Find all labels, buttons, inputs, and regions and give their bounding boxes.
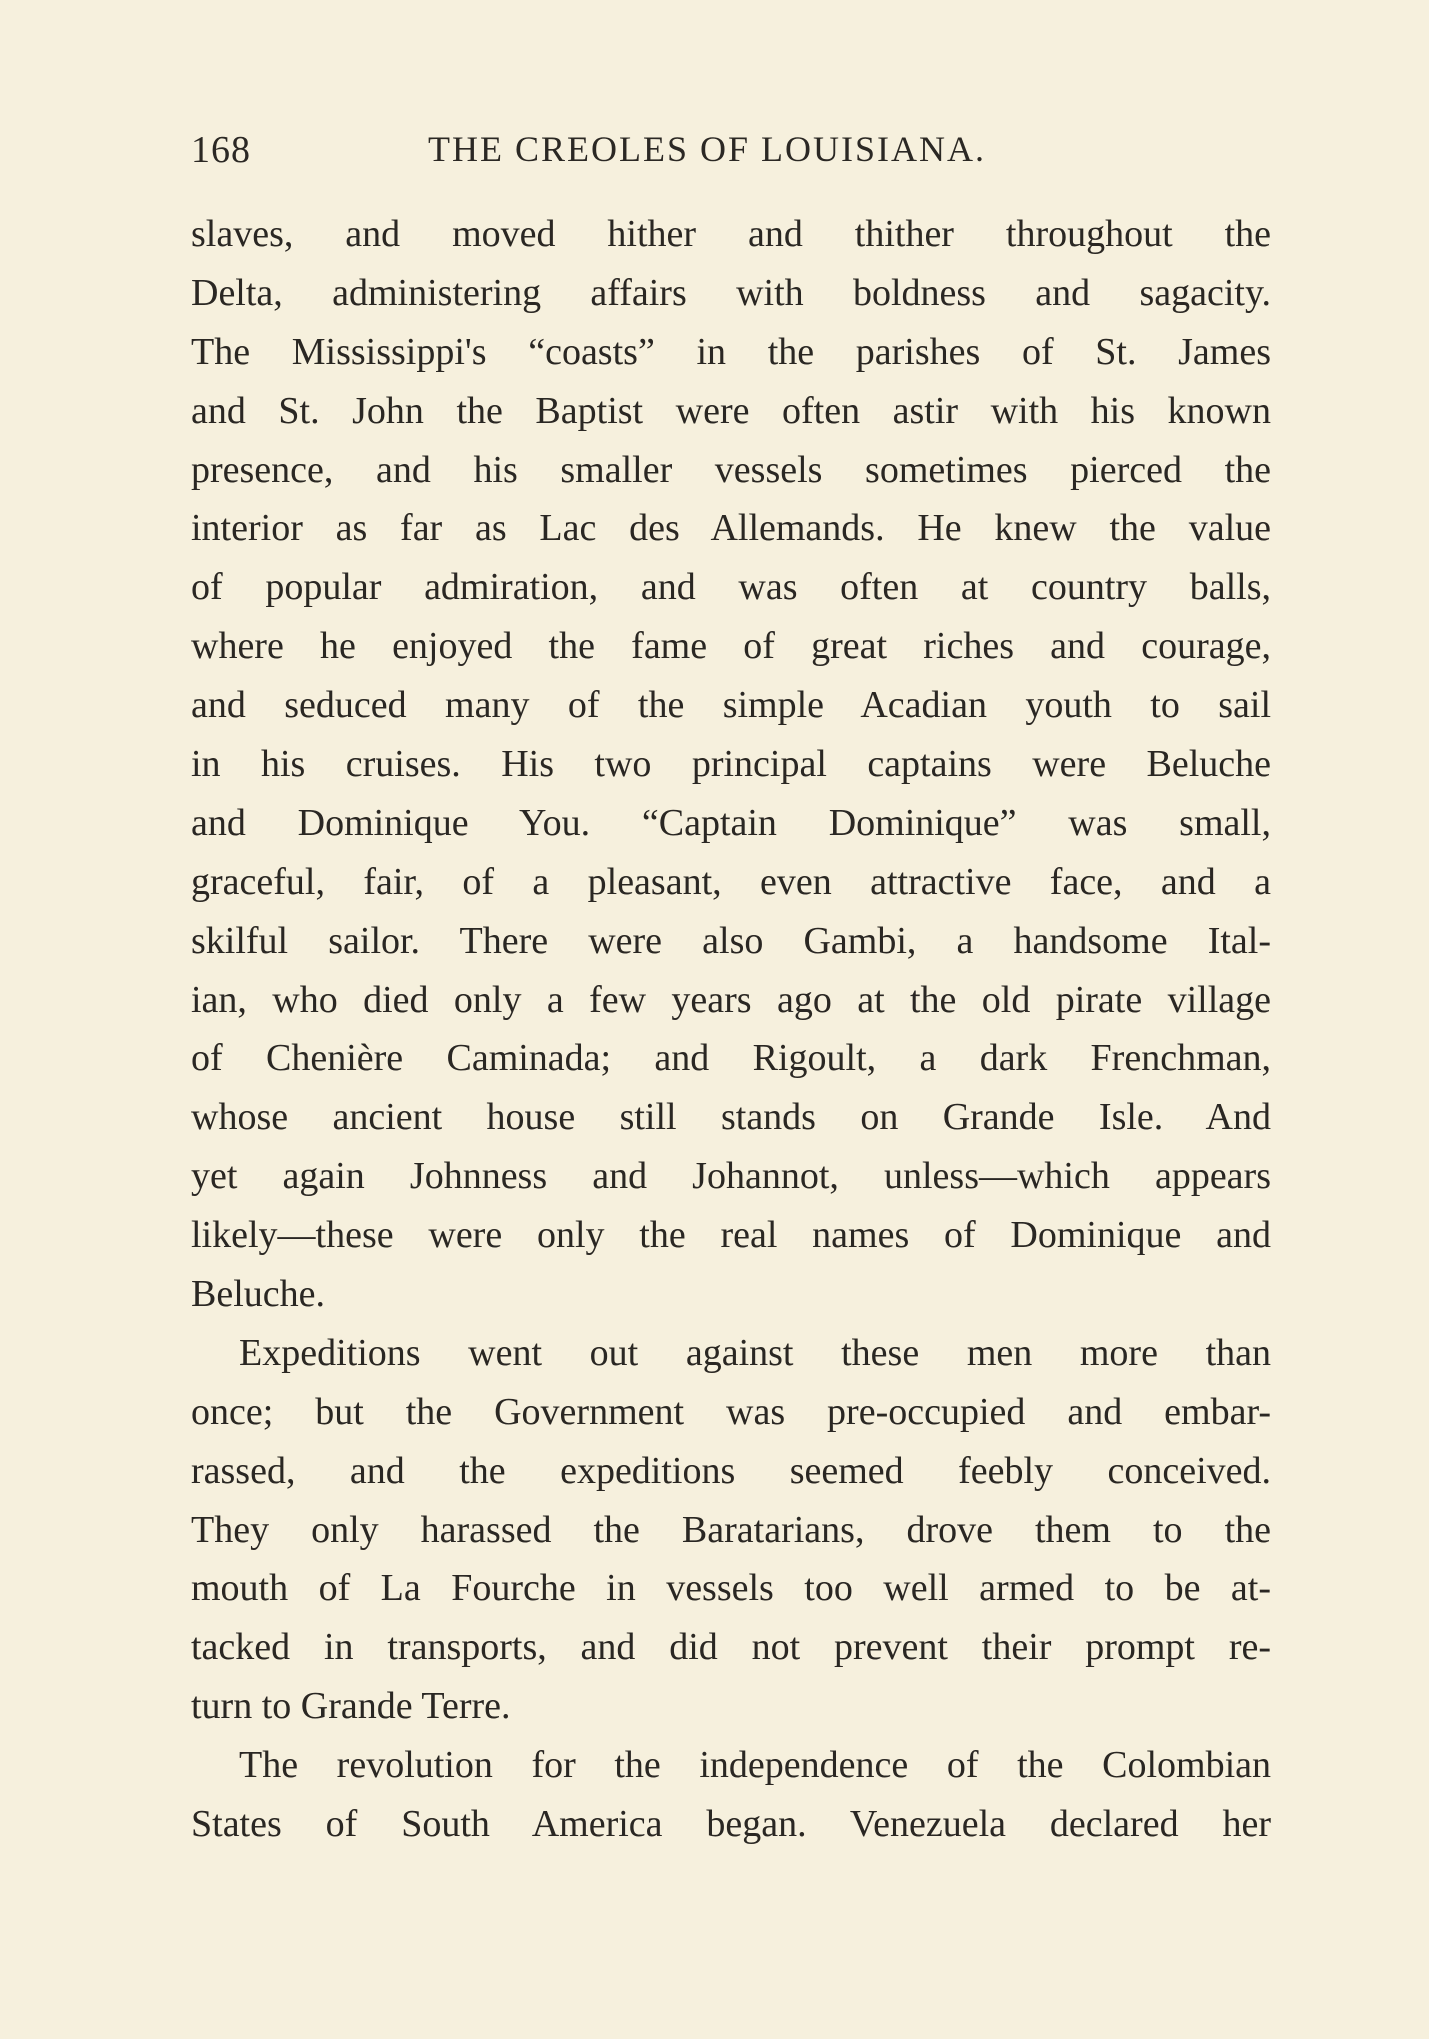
text-line: mouth of La Fourche in vessels too well armed to be at- (191, 1567, 1271, 1610)
text-line: and Dominique You. “Captain Dominique” was small, (191, 801, 1271, 844)
text-line: Expeditions went out against these men more than (239, 1331, 1271, 1374)
text-line: presence, and his smaller vessels sometimes pierced the (191, 448, 1271, 491)
text-line: of Chenière Caminada; and Rigoult, a dark Frenchman, (191, 1037, 1271, 1080)
text-line: The revolution for the independence of the Colombian (239, 1744, 1271, 1787)
running-title: THE CREOLES OF LOUISIANA. (428, 129, 986, 169)
text-line: turn to Grande Terre. (191, 1685, 511, 1728)
page-header (191, 128, 1287, 188)
text-line: States of South America began. Venezuela declared her (191, 1803, 1271, 1846)
text-line: whose ancient house still stands on Grande Isle. And (191, 1096, 1271, 1139)
text-line: and seduced many of the simple Acadian youth to sail (191, 684, 1271, 727)
text-line: They only harassed the Baratarians, drove them to the (191, 1508, 1271, 1551)
text-line: tacked in transports, and did not prevent their prompt re- (191, 1626, 1271, 1669)
text-line: of popular admiration, and was often at country balls, (191, 566, 1271, 609)
text-line: Delta, administering affairs with boldness and sagacity. (191, 271, 1271, 314)
text-line: ian, who died only a few years ago at the old pirate village (191, 978, 1271, 1021)
text-line: rassed, and the expeditions seemed feebly conceived. (191, 1449, 1271, 1492)
text-line: yet again Johnness and Johannot, unless—which appears (191, 1155, 1271, 1198)
text-line: slaves, and moved hither and thither throughout the (191, 213, 1271, 255)
page-number: 168 (191, 129, 251, 171)
text-line: skilful sailor. There were also Gambi, a handsome Ital- (191, 919, 1271, 962)
text-line: graceful, fair, of a pleasant, even attractive face, and a (191, 860, 1271, 903)
text-line: once; but the Government was pre-occupied and embar- (191, 1390, 1271, 1433)
text-line: where he enjoyed the fame of great riches and courage, (191, 625, 1271, 668)
body-text (191, 205, 1271, 1854)
text-line: Beluche. (191, 1273, 326, 1316)
text-line: likely—these were only the real names of Dominique and (191, 1214, 1271, 1257)
text-line: and St. John the Baptist were often astir with his known (191, 389, 1271, 432)
text-line: The Mississippi's “coasts” in the parishes of St. James (191, 330, 1271, 373)
text-line: interior as far as Lac des Allemands. He knew the value (191, 507, 1271, 550)
text-line: in his cruises. His two principal captains were Beluche (191, 743, 1271, 786)
